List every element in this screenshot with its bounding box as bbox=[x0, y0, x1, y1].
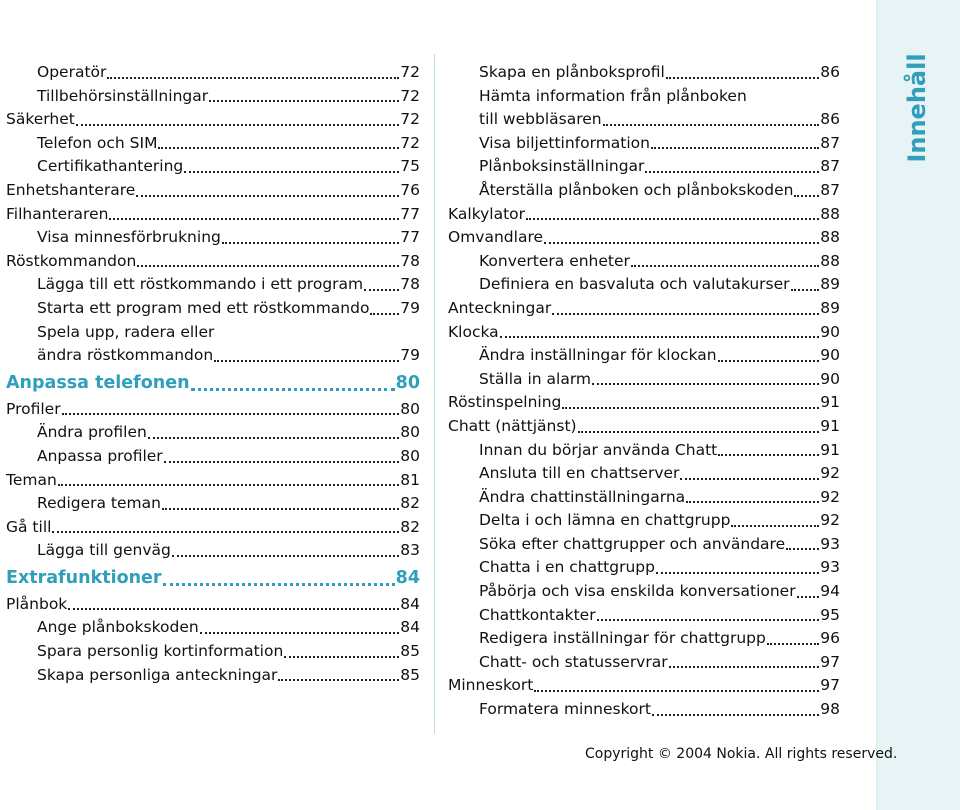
dot-leader bbox=[209, 100, 399, 102]
toc-entry[interactable] bbox=[448, 462, 840, 486]
toc-page-number: 89 bbox=[820, 275, 840, 294]
dot-leader bbox=[76, 124, 399, 126]
toc-page-number: 84 bbox=[400, 594, 420, 613]
toc-entry-title: Ändra profilen bbox=[37, 423, 147, 442]
toc-entry-title: Säkerhet bbox=[6, 110, 75, 129]
toc-entry-title: Anteckningar bbox=[448, 298, 552, 317]
dot-leader bbox=[731, 525, 819, 527]
toc-entry[interactable] bbox=[6, 297, 420, 321]
toc-entry[interactable] bbox=[6, 616, 420, 640]
toc-entry[interactable] bbox=[448, 674, 840, 698]
toc-page-number: 78 bbox=[400, 251, 420, 270]
toc-entry-title: Ansluta till en chattserver bbox=[479, 464, 680, 483]
toc-entry[interactable] bbox=[6, 61, 420, 85]
toc-entry-title: Chattkontakter bbox=[479, 605, 596, 624]
toc-entry[interactable] bbox=[448, 604, 840, 628]
toc-page-number: 89 bbox=[820, 298, 840, 317]
dot-leader bbox=[172, 555, 399, 557]
toc-entry-title: Lägga till ett röstkommando i ett program bbox=[37, 275, 364, 294]
dot-leader bbox=[786, 548, 819, 550]
toc-page-number: 80 bbox=[395, 372, 420, 393]
toc-page-number: 77 bbox=[400, 228, 420, 247]
toc-entry[interactable] bbox=[6, 108, 420, 132]
toc-entry-title: Röstkommandon bbox=[6, 251, 137, 270]
toc-page-number: 80 bbox=[400, 399, 420, 418]
toc-entry[interactable] bbox=[448, 321, 840, 345]
dot-leader bbox=[148, 437, 399, 439]
dot-leader bbox=[278, 679, 399, 681]
dot-leader bbox=[652, 714, 819, 716]
toc-entry-title: Kalkylator bbox=[448, 204, 526, 223]
dot-leader bbox=[164, 461, 400, 463]
toc-entry-title: till webbläsaren bbox=[479, 110, 602, 129]
toc-entry-title: Anpassa telefonen bbox=[6, 372, 190, 393]
column-divider bbox=[434, 54, 435, 734]
toc-page-number: 81 bbox=[400, 470, 420, 489]
toc-entry-title: Lägga till genväg bbox=[37, 541, 171, 560]
dot-leader bbox=[578, 431, 820, 433]
toc-entry-title: Söka efter chattgrupper och användare bbox=[479, 534, 786, 553]
toc-entry-title: Delta i och lämna en chattgrupp bbox=[479, 511, 731, 530]
toc-section-heading[interactable] bbox=[6, 564, 420, 593]
toc-entry-title: Påbörja och visa enskilda konversationer bbox=[479, 582, 796, 601]
dot-leader bbox=[791, 289, 820, 291]
dot-leader bbox=[669, 666, 820, 668]
dot-leader bbox=[686, 501, 819, 503]
toc-page-number: 90 bbox=[820, 346, 840, 365]
toc-page-number: 84 bbox=[395, 567, 420, 588]
toc-entry[interactable] bbox=[448, 627, 840, 651]
toc-entry-title: Starta ett program med ett röstkommando bbox=[37, 298, 370, 317]
toc-page-number: 75 bbox=[400, 157, 420, 176]
toc-entry[interactable] bbox=[448, 439, 840, 463]
toc-page-number: 80 bbox=[400, 446, 420, 465]
dot-leader bbox=[645, 171, 819, 173]
dot-leader bbox=[767, 643, 819, 645]
toc-entry[interactable] bbox=[6, 321, 420, 345]
toc-entry[interactable] bbox=[448, 179, 840, 203]
toc-entry-title: Chatt- och statusservrar bbox=[479, 652, 668, 671]
toc-page-number: 88 bbox=[820, 204, 840, 223]
dot-leader bbox=[214, 360, 399, 362]
dot-leader bbox=[284, 656, 399, 658]
toc-entry-title: Ange plånbokskoden bbox=[37, 618, 199, 637]
toc-page-number: 84 bbox=[400, 618, 420, 637]
dot-leader bbox=[364, 289, 399, 291]
toc-entry-title: Plånboksinställningar bbox=[479, 157, 645, 176]
dot-leader bbox=[200, 632, 400, 634]
dot-leader bbox=[370, 313, 399, 315]
toc-entry[interactable] bbox=[448, 415, 840, 439]
toc-entry-title: Definiera en basvaluta och valutakurser bbox=[479, 275, 790, 294]
toc-page-number: 93 bbox=[820, 534, 840, 553]
dot-leader bbox=[191, 388, 395, 391]
toc-entry[interactable] bbox=[6, 155, 420, 179]
dot-leader bbox=[107, 77, 399, 79]
toc-entry-title: Tillbehörsinställningar bbox=[37, 86, 209, 105]
toc-entry-title: Extrafunktioner bbox=[6, 567, 162, 588]
toc-entry-title: Ställa in alarm bbox=[479, 369, 592, 388]
toc-page-number: 72 bbox=[400, 86, 420, 105]
toc-entry-title: Operatör bbox=[37, 63, 107, 81]
dot-leader bbox=[592, 383, 819, 385]
toc-entry[interactable] bbox=[6, 492, 420, 516]
dot-leader bbox=[158, 147, 399, 149]
toc-entry[interactable] bbox=[448, 250, 840, 274]
toc-entry[interactable] bbox=[6, 203, 420, 227]
toc-page-number: 83 bbox=[400, 541, 420, 560]
toc-page-number: 79 bbox=[400, 346, 420, 365]
dot-leader bbox=[136, 195, 399, 197]
toc-entry[interactable] bbox=[6, 664, 420, 688]
toc-entry-title: Visa minnesförbrukning bbox=[37, 228, 221, 247]
dot-leader bbox=[68, 608, 399, 610]
toc-entry[interactable] bbox=[6, 344, 420, 368]
toc-page-number: 76 bbox=[400, 180, 420, 199]
toc-page-number: 95 bbox=[820, 605, 840, 624]
toc-entry[interactable] bbox=[6, 85, 420, 109]
toc-page-number: 91 bbox=[820, 440, 840, 459]
toc-entry[interactable] bbox=[448, 132, 840, 156]
toc-page-number: 87 bbox=[820, 180, 840, 199]
toc-page-number: 86 bbox=[820, 63, 840, 81]
toc-entry[interactable] bbox=[448, 297, 840, 321]
toc-entry-title: Spara personlig kortinformation bbox=[37, 642, 284, 661]
toc-entry[interactable] bbox=[6, 516, 420, 540]
toc-page-number: 85 bbox=[400, 665, 420, 684]
toc-page-number: 88 bbox=[820, 228, 840, 247]
toc-entry[interactable] bbox=[448, 368, 840, 392]
dot-leader bbox=[552, 313, 819, 315]
toc-page-number: 82 bbox=[400, 517, 420, 536]
toc-page-number: 92 bbox=[820, 464, 840, 483]
dot-leader bbox=[666, 77, 819, 79]
toc-entry[interactable] bbox=[448, 203, 840, 227]
toc-entry-title: ändra röstkommandon bbox=[37, 346, 214, 365]
toc-entry-title: Telefon och SIM bbox=[37, 133, 158, 152]
toc-page-number: 92 bbox=[820, 487, 840, 506]
toc-entry-title: Chatta i en chattgrupp bbox=[479, 558, 655, 577]
dot-leader bbox=[656, 572, 819, 574]
toc-entry[interactable] bbox=[6, 445, 420, 469]
dot-leader bbox=[500, 336, 820, 338]
side-tab-edge bbox=[876, 0, 877, 810]
dot-leader bbox=[718, 360, 820, 362]
dot-leader bbox=[534, 690, 819, 692]
toc-page-number: 72 bbox=[400, 133, 420, 152]
toc-entry[interactable] bbox=[448, 556, 840, 580]
toc-entry-title: Skapa personliga anteckningar bbox=[37, 665, 278, 684]
dot-leader bbox=[562, 407, 819, 409]
toc-page-number: 90 bbox=[820, 322, 840, 341]
toc-entry-title: Minneskort bbox=[448, 676, 534, 695]
toc-entry[interactable] bbox=[6, 539, 420, 563]
dot-leader bbox=[222, 242, 399, 244]
toc-entry[interactable] bbox=[448, 155, 840, 179]
copyright-notice: Copyright © 2004 Nokia. All rights reserved. bbox=[585, 746, 898, 762]
toc-page-number: 96 bbox=[820, 629, 840, 648]
toc-page-number: 87 bbox=[820, 157, 840, 176]
toc-page-number: 72 bbox=[400, 110, 420, 129]
toc-entry-title: Konvertera enheter bbox=[479, 251, 630, 270]
toc-entry[interactable] bbox=[6, 132, 420, 156]
toc-entry-title: Redigera inställningar för chattgrupp bbox=[479, 629, 766, 648]
toc-page-number: 91 bbox=[820, 393, 840, 412]
toc-entry-title: Profiler bbox=[6, 399, 61, 418]
toc-page-number: 93 bbox=[820, 558, 840, 577]
toc-entry-title: Omvandlare bbox=[448, 228, 544, 247]
dot-leader bbox=[603, 124, 820, 126]
toc-entry[interactable] bbox=[6, 593, 420, 617]
dot-leader bbox=[58, 484, 399, 486]
dot-leader bbox=[62, 413, 400, 415]
toc-entry-title: Visa biljettinformation bbox=[479, 133, 650, 152]
toc-entry-title: Chatt (nättjänst) bbox=[448, 416, 577, 435]
toc-entry[interactable] bbox=[6, 398, 420, 422]
toc-page-number: 78 bbox=[400, 275, 420, 294]
toc-entry-title: Ändra chattinställningarna bbox=[479, 487, 686, 506]
toc-entry[interactable] bbox=[6, 250, 420, 274]
dot-leader bbox=[526, 218, 819, 220]
toc-entry[interactable] bbox=[448, 273, 840, 297]
toc-entry-title: Innan du börjar använda Chatt bbox=[479, 440, 718, 459]
toc-entry[interactable] bbox=[6, 179, 420, 203]
toc-entry-title: Klocka bbox=[448, 322, 499, 341]
dot-leader bbox=[631, 265, 819, 267]
toc-entry[interactable] bbox=[6, 421, 420, 445]
toc-entry-title: Hämta information från plånboken bbox=[479, 86, 747, 105]
toc-section-heading[interactable] bbox=[6, 369, 420, 398]
dot-leader bbox=[544, 242, 819, 244]
toc-entry-title: Formatera minneskort bbox=[479, 700, 651, 719]
toc-entry[interactable] bbox=[448, 344, 840, 368]
toc-entry-title: Röstinspelning bbox=[448, 393, 562, 412]
toc-entry-title: Spela upp, radera eller bbox=[37, 322, 215, 341]
dot-leader bbox=[597, 619, 820, 621]
toc-entry[interactable] bbox=[448, 108, 840, 132]
toc-entry[interactable] bbox=[448, 651, 840, 675]
dot-leader bbox=[162, 508, 399, 510]
toc-entry-title: Skapa en plånboksprofil bbox=[479, 63, 665, 81]
toc-page-number: 91 bbox=[820, 416, 840, 435]
toc-entry[interactable] bbox=[448, 85, 840, 109]
dot-leader bbox=[718, 454, 819, 456]
dot-leader bbox=[651, 147, 819, 149]
toc-page-number: 97 bbox=[820, 652, 840, 671]
toc-entry[interactable] bbox=[6, 469, 420, 493]
dot-leader bbox=[163, 583, 395, 586]
toc-page-number: 72 bbox=[400, 63, 420, 81]
toc-page-number: 77 bbox=[400, 204, 420, 223]
toc-entry-title: Återställa plånboken och plånbokskoden bbox=[479, 180, 794, 199]
toc-entry[interactable] bbox=[448, 698, 840, 722]
toc-entry-title: Enhetshanterare bbox=[6, 180, 136, 199]
toc-entry[interactable] bbox=[448, 509, 840, 533]
toc-left-column bbox=[6, 61, 420, 687]
dot-leader bbox=[52, 531, 399, 533]
dot-leader bbox=[184, 171, 399, 173]
toc-page-number: 98 bbox=[820, 700, 840, 719]
toc-page-number: 87 bbox=[820, 133, 840, 152]
dot-leader bbox=[794, 195, 819, 197]
toc-entry[interactable] bbox=[448, 391, 840, 415]
toc-page-number: 79 bbox=[400, 298, 420, 317]
toc-entry-title: Filhanteraren bbox=[6, 204, 109, 223]
toc-entry-title: Ändra inställningar för klockan bbox=[479, 346, 717, 365]
toc-entry[interactable] bbox=[448, 533, 840, 557]
toc-entry-title: Gå till bbox=[6, 517, 52, 536]
toc-page-number: 80 bbox=[400, 423, 420, 442]
toc-page-number: 94 bbox=[820, 582, 840, 601]
toc-page-number: 88 bbox=[820, 251, 840, 270]
toc-entry[interactable] bbox=[448, 580, 840, 604]
toc-page-number: 90 bbox=[820, 369, 840, 388]
toc-entry[interactable] bbox=[6, 640, 420, 664]
toc-entry[interactable] bbox=[448, 61, 840, 85]
toc-entry-title: Redigera teman bbox=[37, 494, 161, 513]
dot-leader bbox=[797, 596, 820, 598]
toc-page-number: 97 bbox=[820, 676, 840, 695]
dot-leader bbox=[137, 265, 399, 267]
toc-page-number: 92 bbox=[820, 511, 840, 530]
toc-entry-title: Teman bbox=[6, 470, 57, 489]
toc-entry-title: Plånbok bbox=[6, 594, 68, 613]
toc-right-column bbox=[448, 61, 840, 722]
toc-entry[interactable] bbox=[448, 486, 840, 510]
dot-leader bbox=[109, 218, 399, 220]
toc-entry-title: Anpassa profiler bbox=[37, 446, 163, 465]
toc-page-number: 85 bbox=[400, 642, 420, 661]
side-tab-label: Innehåll bbox=[903, 53, 931, 163]
toc-entry-title: Certifikathantering bbox=[37, 157, 184, 176]
toc-page-number: 86 bbox=[820, 110, 840, 129]
toc-page-number: 82 bbox=[400, 494, 420, 513]
dot-leader bbox=[680, 478, 819, 480]
toc-entry[interactable] bbox=[448, 226, 840, 250]
toc-entry[interactable] bbox=[6, 226, 420, 250]
toc-entry[interactable] bbox=[6, 273, 420, 297]
